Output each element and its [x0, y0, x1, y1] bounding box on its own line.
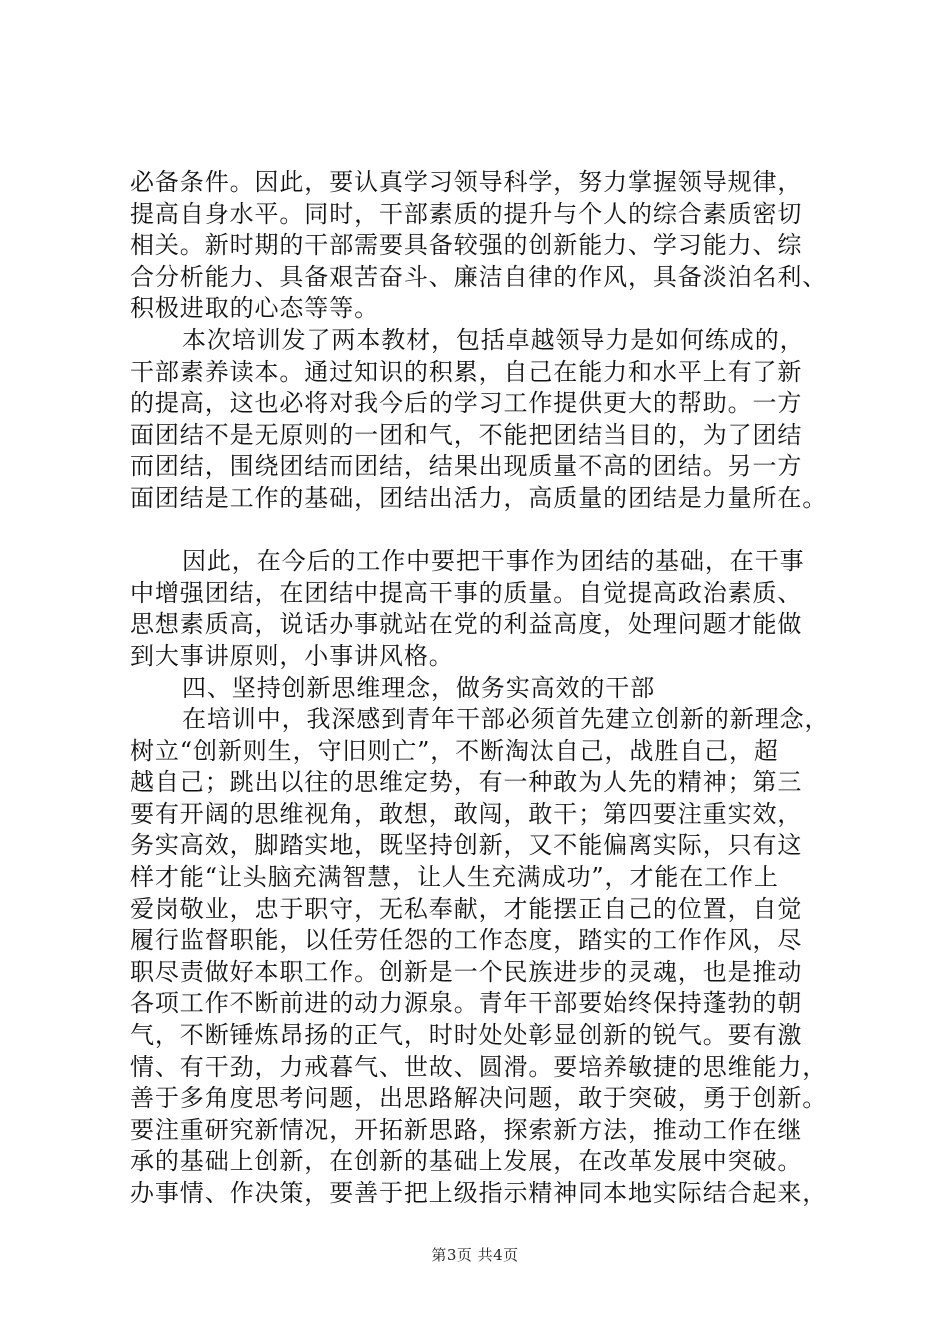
text-line: 要有开阔的思维视角，敢想，敢闯，敢干；第四要注重实效，	[130, 799, 803, 828]
text-line: 而团结，围绕团结而团结，结果出现质量不高的团结。另一方	[130, 452, 803, 481]
text-line: 越自己；跳出以往的思维定势，有一种敢为人先的精神；第三	[130, 768, 803, 797]
page-number-footer: 第3页 共4页	[431, 1246, 519, 1264]
text-line: 思想素质高，说话办事就站在党的利益高度，处理问题才能做	[130, 610, 803, 639]
text-line: 必备条件。因此，要认真学习领导科学，努力掌握领导规律，	[130, 168, 803, 196]
text-line: 样才能“让头脑充满智慧，让人生充满成功”，才能在工作上	[130, 863, 779, 892]
text-line: 情、有干劲，力戒暮气、世故、圆滑。要培养敏捷的思维能力，	[130, 1052, 828, 1081]
text-line: 面团结不是无原则的一团和气，不能把团结当目的，为了团结	[130, 420, 803, 449]
text-line: 干部素养读本。通过知识的积累，自己在能力和水平上有了新	[130, 357, 803, 386]
text-line: 承的基础上创新，在创新的基础上发展，在改革发展中突破。	[130, 1147, 803, 1176]
text-line: 各项工作不断前进的动力源泉。青年干部要始终保持蓬勃的朝	[130, 989, 803, 1018]
text-line: 到大事讲原则，小事讲风格。	[130, 641, 454, 670]
text-line: 职尽责做好本职工作。创新是一个民族进步的灵魂，也是推动	[130, 957, 803, 986]
blank-line	[130, 515, 850, 547]
text-line: 积极进取的心态等等。	[130, 294, 379, 323]
text-line: 提高自身水平。同时，干部素质的提升与个人的综合素质密切	[130, 199, 803, 228]
text-line: 四、坚持创新思维理念，做务实高效的干部	[182, 673, 656, 702]
text-line: 办事情、作决策，要善于把上级指示精神同本地实际结合起来，	[130, 1179, 828, 1207]
text-line: 务实高效，脚踏实地，既坚持创新，又不能偏离实际，只有这	[130, 831, 803, 860]
text-line: 善于多角度思考问题，出思路解决问题，敢于突破，勇于创新。	[130, 1084, 828, 1113]
text-line: 要注重研究新情况，开拓新思路，探索新方法，推动工作在继	[130, 1115, 803, 1144]
body-text	[130, 167, 850, 1210]
text-line: 因此，在今后的工作中要把干事作为团结的基础，在干事	[182, 547, 805, 576]
text-line: 中增强团结，在团结中提高干事的质量。自觉提高政治素质、	[130, 578, 803, 607]
text-line: 合分析能力、具备艰苦奋斗、廉洁自律的作风，具备淡泊名利、	[130, 262, 828, 291]
text-line: 面团结是工作的基础，团结出活力，高质量的团结是力量所在。	[130, 483, 828, 512]
text-line: 树立“创新则生，守旧则亡”，不断淘汰自己，战胜自己，超	[130, 736, 779, 765]
text-line: 的提高，这也必将对我今后的学习工作提供更大的帮助。一方	[130, 389, 803, 418]
text-line: 相关。新时期的干部需要具备较强的创新能力、学习能力、综	[130, 231, 803, 260]
text-line: 爱岗敬业，忠于职守，无私奉献，才能摆正自己的位置，自觉	[130, 894, 803, 923]
text-line: 本次培训发了两本教材，包括卓越领导力是如何练成的，	[182, 325, 805, 354]
text-line: 在培训中，我深感到青年干部必须首先建立创新的新理念，	[182, 705, 830, 734]
text-line: 履行监督职能，以任劳任怨的工作态度，踏实的工作作风，尽	[130, 926, 803, 955]
text-line: 气，不断锤炼昂扬的正气，时时处处彰显创新的锐气。要有激	[130, 1021, 803, 1050]
